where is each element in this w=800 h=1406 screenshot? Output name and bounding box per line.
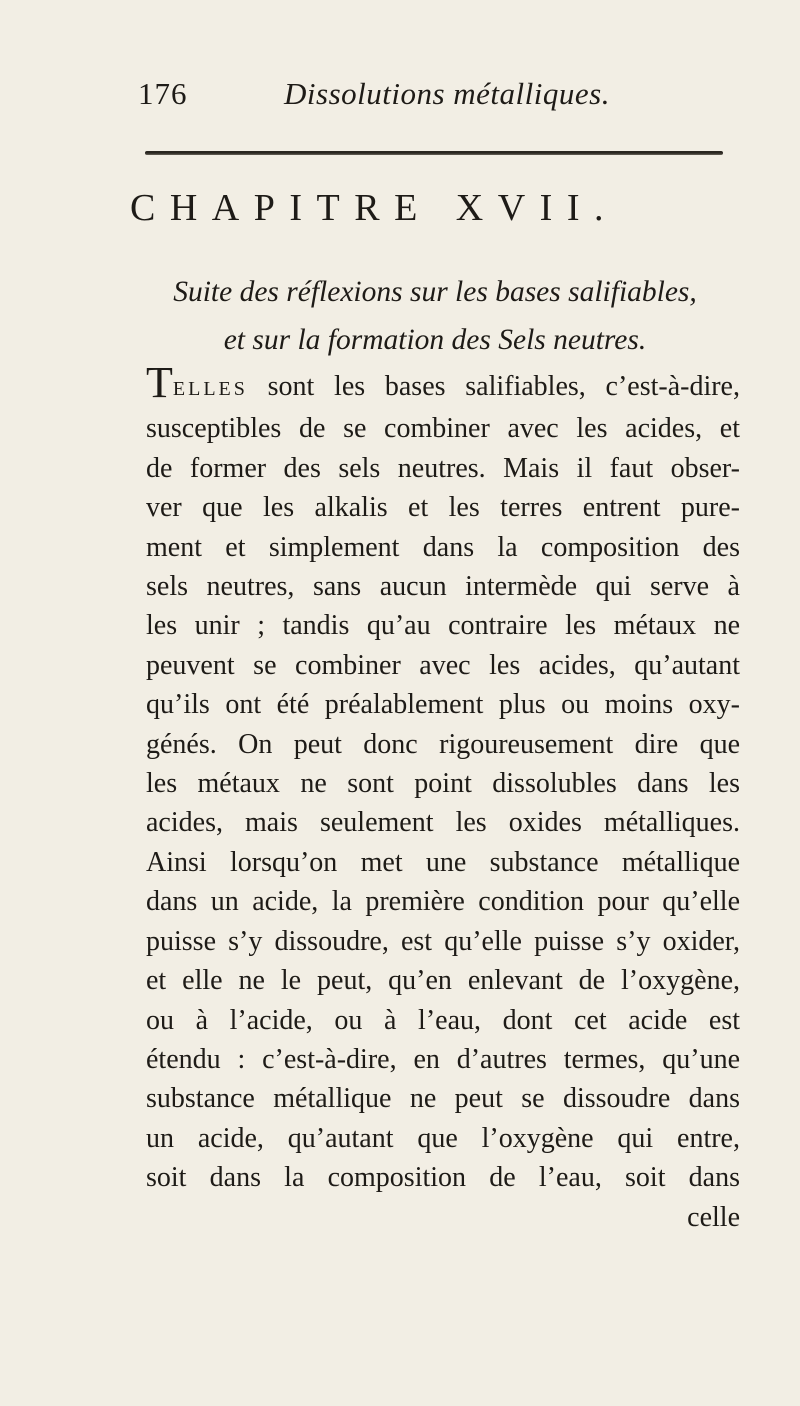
body-line: de former des sels neutres. Mais il faut obser- [146,452,740,484]
body-line: ment et simplement dans la composition des [146,531,740,563]
body-line: ou à l’acide, ou à l’eau, dont cet acide est [146,1004,740,1036]
running-title: Dissolutions métalliques. [284,76,610,111]
drop-cap: T [146,358,173,407]
body-line: soit dans la composition de l’eau, soit dans [146,1162,740,1194]
subtitle-line-2: et sur la formation des Sels neutres. [223,324,647,356]
body-line: sels neutres, sans aucun intermède qui serve à [146,571,740,603]
chapter-heading: CHAPITRE XVII. [130,187,618,229]
body-text [146,358,786,1237]
body-line: qu’ils ont été préalablement plus ou moins oxy- [146,689,740,721]
small-caps-word: ELLES [172,378,248,400]
page-number: 176 [138,76,188,111]
body-line-first [146,358,740,409]
header-rule [145,151,723,155]
body-line: ver que les alkalis et les terres entrent pure- [146,492,740,524]
body-line: peuvent se combiner avec les acides, qu’autant [146,649,740,681]
body-line: les unir ; tandis qu’au contraire les métaux ne [146,610,740,642]
body-line: substance métallique ne peut se dissoudre dans [146,1083,740,1115]
body-line: et elle ne le peut, qu’en enlevant de l’oxygène, [146,965,740,997]
body-line: Ainsi lorsqu’on met une substance métallique [146,846,740,878]
chapter-subtitle [145,268,725,364]
catchword: celle [687,1201,740,1233]
body-line: dans un acide, la première condition pour qu’elle [146,886,740,918]
subtitle-line-1: Suite des réflexions sur les bases salifiables, [173,276,697,308]
body-line: acides, mais seulement les oxides métalliques. [146,807,740,839]
running-head [138,72,718,116]
first-line-text: sont les bases salifiables, c’est-à-dire, [247,371,740,402]
body-line: susceptibles de se combiner avec les acides, et [146,413,740,445]
body-line: les métaux ne sont point dissolubles dans les [146,768,740,800]
body-line: étendu : c’est-à-dire, en d’autres termes, qu’une [146,1043,740,1075]
body-line: puisse s’y dissoudre, est qu’elle puisse s’y oxider, [146,925,740,957]
body-line: génés. On peut donc rigoureusement dire que [146,728,740,760]
body-line: un acide, qu’autant que l’oxygène qui entre, [146,1122,740,1154]
